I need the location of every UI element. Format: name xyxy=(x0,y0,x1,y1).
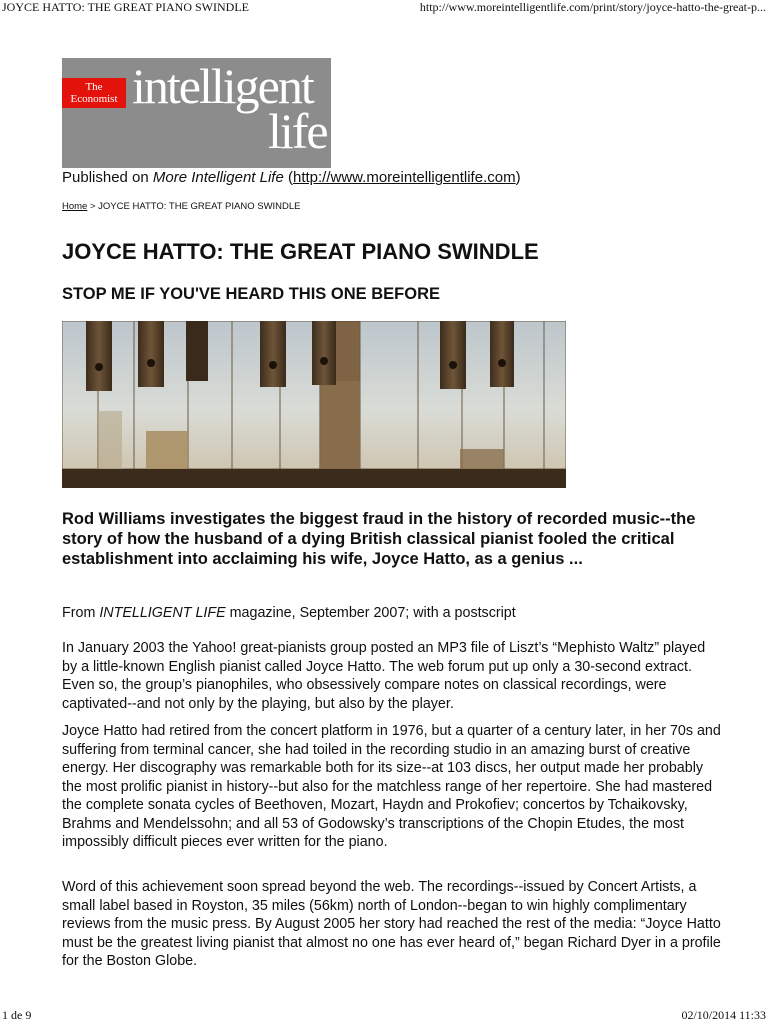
breadcrumb-separator: > xyxy=(87,201,99,212)
article-paragraph-3: Word of this achievement soon spread beyond the web. The recordings--issued by Concert Artists, a small label based in Royston, 35 miles (56km) north of London--began to win highly complimentary reviews from the music press. By August 2005 her story had reached the rest of the media: “Joyce Hatto must be the greatest living pianist that almost no one has ever heard of,” began Richard Dyer in a profile for the Boston Globe. xyxy=(62,879,721,969)
print-footer-datetime: 02/10/2014 11:33 xyxy=(681,1008,766,1022)
source-rest: magazine, September 2007; with a postscript xyxy=(225,605,516,621)
source-magazine: INTELLIGENT LIFE xyxy=(99,605,226,621)
print-header xyxy=(0,0,768,16)
published-open-paren: ( xyxy=(283,169,293,186)
published-site-name: More Intelligent Life xyxy=(152,169,284,186)
published-prefix: Published on xyxy=(62,169,153,186)
piano-keys-image xyxy=(62,321,566,488)
article-subtitle: STOP ME IF YOU'VE HEARD THIS ONE BEFORE xyxy=(62,285,440,303)
print-header-title: JOYCE HATTO: THE GREAT PIANO SWINDLE xyxy=(2,0,249,14)
print-footer xyxy=(0,1008,768,1024)
article-paragraph-2: Joyce Hatto had retired from the concert platform in 1976, but a quarter of a century later, in her 70s and suffering from terminal cancer, she had toiled in the recording studio in an amazing burst of creative energy. Her discography was remarkable both for its size--at 103 discs, her output made her probably the most prolific pianist in history--but also for the matchless range of her repertoire. She had mastered the complete sonata cycles of Beethoven, Mozart, Haydn and Prokofiev; concertos by Tchaikovsky, Brahms and Mendelssohn; and all 53 of Godowsky’s transcriptions of the Chopin Etudes, the most impossibly difficult pieces ever written for the piano. xyxy=(62,723,721,850)
economist-badge xyxy=(62,78,126,108)
breadcrumb-home-link[interactable]: Home xyxy=(62,201,88,212)
published-close-paren: ) xyxy=(515,169,521,186)
article-source-line xyxy=(62,604,722,623)
piano-keys-illustration xyxy=(62,321,566,488)
article-title: JOYCE HATTO: THE GREAT PIANO SWINDLE xyxy=(62,239,539,264)
logo-word-life: life xyxy=(268,103,327,159)
print-footer-page: 1 de 9 xyxy=(2,1008,32,1022)
badge-line-1: The xyxy=(85,81,103,93)
published-on xyxy=(62,169,521,186)
breadcrumb xyxy=(62,201,301,212)
badge-line-2: Economist xyxy=(70,93,118,105)
logo-word-intelligent: intelligent xyxy=(132,58,313,114)
source-from: From xyxy=(62,605,100,621)
article-paragraph-1: In January 2003 the Yahoo! great-pianists group posted an MP3 file of Liszt’s “Mephisto Waltz” played by a little-known English pianist called Joyce Hatto. The web forum put up only a 30-second extract. Even so, the group’s pianophiles, who obsessively compare notes on classical recordings, were captivated--and not only by the playing, but also by the player. xyxy=(62,640,706,712)
published-url-link[interactable]: http://www.moreintelligentlife.com xyxy=(292,169,516,186)
article-lead: Rod Williams investigates the biggest fraud in the history of recorded music--the story of how the husband of a dying British classical pianist fooled the critical establishment into acclaiming his wife, Joyce Hatto, as a genius ... xyxy=(62,510,696,568)
site-logo[interactable] xyxy=(62,58,331,168)
breadcrumb-current: JOYCE HATTO: THE GREAT PIANO SWINDLE xyxy=(98,201,301,212)
print-header-url: http://www.moreintelligentlife.com/print/story/joyce-hatto-the-great-p... xyxy=(419,0,766,14)
